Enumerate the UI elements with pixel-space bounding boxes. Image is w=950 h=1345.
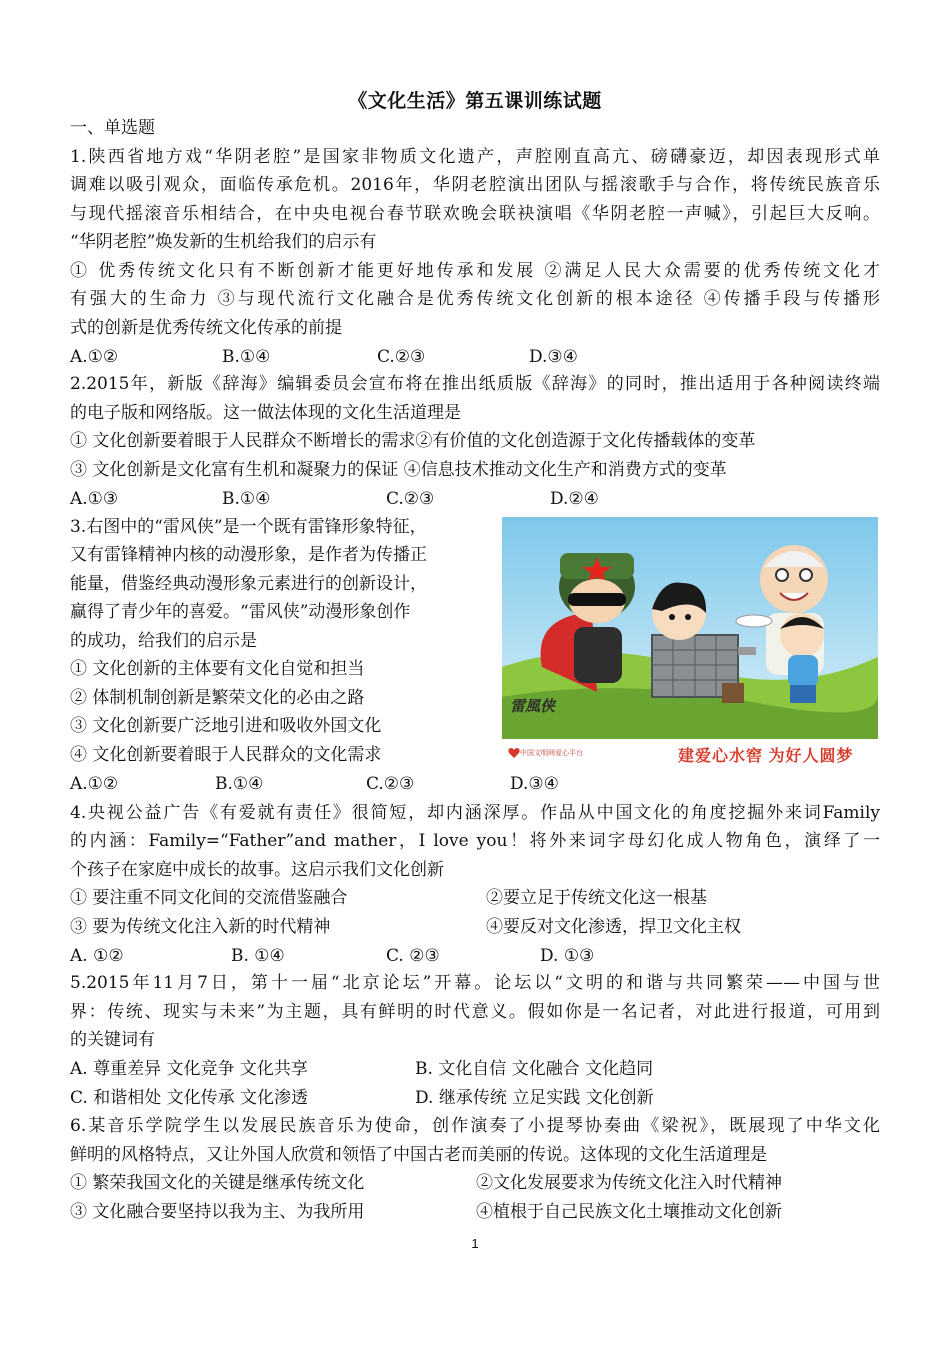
q1-option-c[interactable]: C.②③ — [377, 347, 426, 367]
q2-option-b[interactable]: B.①④ — [222, 489, 271, 509]
q2-option-c[interactable]: C.②③ — [386, 489, 435, 509]
q6-choice-1: ① 繁荣我国文化的关键是继承传统文化 — [70, 1173, 365, 1193]
q1-line: 调难以吸引观众，面临传承危机。2016年，华阴老腔演出团队与摇滚歌手与合作，将传统民族音乐 — [70, 175, 880, 195]
q2-line: 的电子版和网络版。这一做法体现的文化生活道理是 — [70, 403, 461, 423]
q5-line: 的关键词有 — [70, 1030, 155, 1050]
q1-option-a[interactable]: A.①② — [70, 347, 119, 367]
cartoon-scene — [502, 517, 878, 739]
q6-choice-2: ②文化发展要求为传统文化注入时代精神 — [476, 1173, 782, 1193]
heart-icon — [508, 747, 520, 759]
q4-choice-1: ① 要注重不同文化间的交流借鉴融合 — [70, 888, 348, 908]
q1-choice-line: 有强大的生命力 ③与现代流行文化融合是优秀传统文化创新的根本途径 ④传播手段与传播形 — [70, 289, 880, 309]
q1-option-b[interactable]: B.①④ — [222, 347, 271, 367]
q3-line: 赢得了青少年的喜爱。“雷风侠”动漫形象创作 — [70, 602, 411, 622]
q3-line: 的成功，给我们的启示是 — [70, 631, 257, 651]
q3-option-d[interactable]: D.③④ — [510, 774, 559, 794]
q4-choice-4: ④要反对文化渗透，捍卫文化主权 — [486, 917, 741, 937]
q3-choice-2: ② 体制机制创新是繁荣文化的必由之路 — [70, 688, 365, 708]
q5-line: 界：传统、现实与未来”为主题，具有鲜明的时代意义。假如你是一名记者，对此进行报道，可用到 — [70, 1002, 880, 1022]
q3-choice-4: ④ 文化创新要着眼于人民群众的文化需求 — [70, 745, 382, 765]
q1-line: “华阴老腔”焕发新的生机给我们的启示有 — [70, 232, 377, 252]
leifengxia-logo: 雷風侠 — [510, 699, 556, 715]
q5-option-d[interactable]: D. 继承传统 立足实践 文化创新 — [415, 1088, 654, 1108]
cartoon-illustration — [502, 517, 878, 769]
platform-label: 中国文明网爱心平台 — [520, 750, 583, 757]
page-number: 1 — [471, 1236, 479, 1251]
q1-choice-line: 式的创新是优秀传统文化传承的前提 — [70, 318, 342, 338]
q5-option-a[interactable]: A. 尊重差异 文化竞争 文化共享 — [70, 1059, 308, 1079]
q2-option-d[interactable]: D.②④ — [550, 489, 599, 509]
q3-option-a[interactable]: A.①② — [70, 774, 119, 794]
q1-line: 与现代摇滚音乐相结合，在中央电视台春节联欢晚会联袂演唱《华阴老腔一声喊》，引起巨大反响。 — [70, 204, 880, 224]
q1-line: 1.陕西省地方戏“华阴老腔”是国家非物质文化遗产，声腔刚直高亢、磅礴豪迈，却因表现形式单 — [70, 147, 880, 167]
q4-option-c[interactable]: C. ②③ — [386, 946, 440, 966]
q3-line: 3.右图中的“雷风侠”是一个既有雷锋形象特征， — [70, 517, 427, 537]
q1-option-d[interactable]: D.③④ — [529, 347, 578, 367]
slogan-text: 建爱心水窖 为好人圆梦 — [678, 748, 854, 765]
q4-option-d[interactable]: D. ①③ — [540, 946, 595, 966]
q3-choice-3: ③ 文化创新要广泛地引进和吸收外国文化 — [70, 716, 382, 736]
page-title: 《文化生活》第五课训练试题 — [348, 90, 602, 112]
q6-line: 6.某音乐学院学生以发展民族音乐为使命，创作演奏了小提琴协奏曲《梁祝》，既展现了中华文化 — [70, 1116, 880, 1136]
q1-choice-line: ① 优秀传统文化只有不断创新才能更好地传承和发展 ②满足人民大众需要的优秀传统文化才 — [70, 261, 880, 281]
q2-choice-line: ③ 文化创新是文化富有生机和凝聚力的保证 ④信息技术推动文化生产和消费方式的变革 — [70, 460, 727, 480]
section-heading: 一、单选题 — [70, 118, 155, 138]
q2-option-a[interactable]: A.①③ — [70, 489, 119, 509]
q4-line: 的内涵：Family=“Father”and mather，I love you！将外来词字母幻化成人物角色，演绎了一 — [70, 831, 880, 851]
q3-choice-1: ① 文化创新的主体要有文化自觉和担当 — [70, 659, 365, 679]
q4-choice-2: ②要立足于传统文化这一根基 — [486, 888, 707, 908]
q4-option-b[interactable]: B. ①④ — [231, 946, 285, 966]
q5-line: 5.2015年11月7日，第十一届“北京论坛”开幕。论坛以“文明的和谐与共同繁荣——中国与世 — [70, 973, 880, 993]
q2-line: 2.2015年，新版《辞海》编辑委员会宣布将在推出纸质版《辞海》的同时，推出适用于各种阅读终端 — [70, 374, 880, 394]
q3-option-b[interactable]: B.①④ — [215, 774, 264, 794]
q3-line: 能量，借鉴经典动漫形象元素进行的创新设计， — [70, 574, 427, 594]
q4-line: 个孩子在家庭中成长的故事。这启示我们文化创新 — [70, 860, 444, 880]
q4-line: 4.央视公益广告《有爱就有责任》很简短，却内涵深厚。作品从中国文化的角度挖掘外来词Family — [70, 803, 880, 823]
q6-choice-4: ④植根于自己民族文化土壤推动文化创新 — [476, 1202, 782, 1222]
q4-option-a[interactable]: A. ①② — [70, 946, 124, 966]
q5-option-c[interactable]: C. 和谐相处 文化传承 文化渗透 — [70, 1088, 309, 1108]
q5-option-b[interactable]: B. 文化自信 文化融合 文化趋同 — [415, 1059, 654, 1079]
q6-choice-3: ③ 文化融合要坚持以我为主、为我所用 — [70, 1202, 365, 1222]
q2-choice-line: ① 文化创新要着眼于人民群众不断增长的需求②有价值的文化创造源于文化传播载体的变革 — [70, 431, 756, 451]
q4-choice-3: ③ 要为传统文化注入新的时代精神 — [70, 917, 331, 937]
q6-line: 鲜明的风格特点，又让外国人欣赏和领悟了中国古老而美丽的传说。这体现的文化生活道理是 — [70, 1145, 767, 1165]
illustration-caption — [502, 739, 878, 769]
q3-option-c[interactable]: C.②③ — [366, 774, 415, 794]
q3-line: 又有雷锋精神内核的动漫形象，是作者为传播正 — [70, 545, 427, 565]
